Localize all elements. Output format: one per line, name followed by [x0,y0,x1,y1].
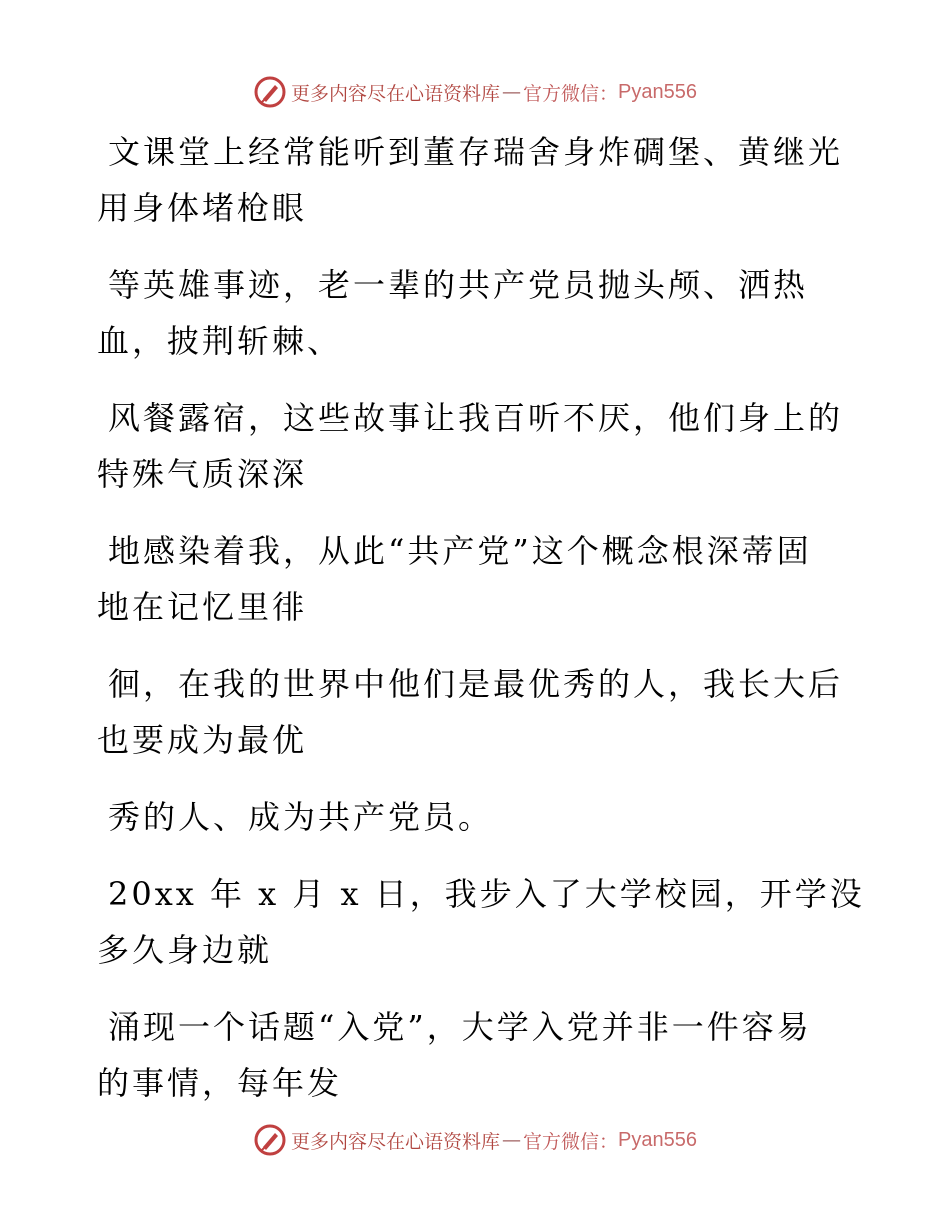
paragraph [97,124,857,236]
text-line: 等英雄事迹，老一辈的共产党员抛头颅、洒热 [108,266,809,304]
text-line: 地在记忆里徘 [97,588,308,626]
text-line: 特殊气质深深 [97,455,308,493]
footer-text: 更多内容尽在心语资料库 [291,1130,501,1153]
document-body [97,124,865,1132]
footer-wechat-label: 官方微信： [523,1130,619,1153]
text-line: 也要成为最优 [97,721,308,759]
text-line: 血，披荆斩棘、 [97,322,343,360]
footer-wechat-id: Pyan556 [618,1128,697,1151]
paragraph [97,866,865,978]
text-line: 涌现一个话题“入党”，大学入党并非一件容易 [108,1008,812,1046]
header-wechat-id: Pyan556 [618,80,697,103]
text-line: 20xx 年 x 月 x 日，我步入了大学校园，开学没 [108,875,865,913]
text-line: 秀的人、成为共产党员。 [108,798,494,836]
pen-logo-icon [253,75,287,109]
header-banner [0,72,950,112]
footer-banner [0,1120,950,1160]
header-separator: — [502,81,522,103]
paragraph [97,656,857,768]
text-line: 多久身边就 [97,931,273,969]
header-wechat-label: 官方微信： [523,82,619,105]
paragraph [97,789,857,845]
text-line: 风餐露宿，这些故事让我百听不厌，他们身上的 [108,399,844,437]
paragraph [97,257,857,369]
text-line: 地感染着我，从此“共产党”这个概念根深蒂固 [108,532,812,570]
text-line: 文课堂上经常能听到董存瑞舍身炸碉堡、黄继光 [108,133,844,171]
text-line: 的事情，每年发 [97,1064,343,1102]
paragraph [97,523,857,635]
text-line: 徊，在我的世界中他们是最优秀的人，我长大后 [108,665,844,703]
pen-logo-icon [253,1123,287,1157]
header-text: 更多内容尽在心语资料库 [291,82,501,105]
text-line: 用身体堵枪眼 [97,189,308,227]
footer-separator: — [502,1129,522,1151]
paragraph [97,999,857,1111]
paragraph [97,390,857,502]
